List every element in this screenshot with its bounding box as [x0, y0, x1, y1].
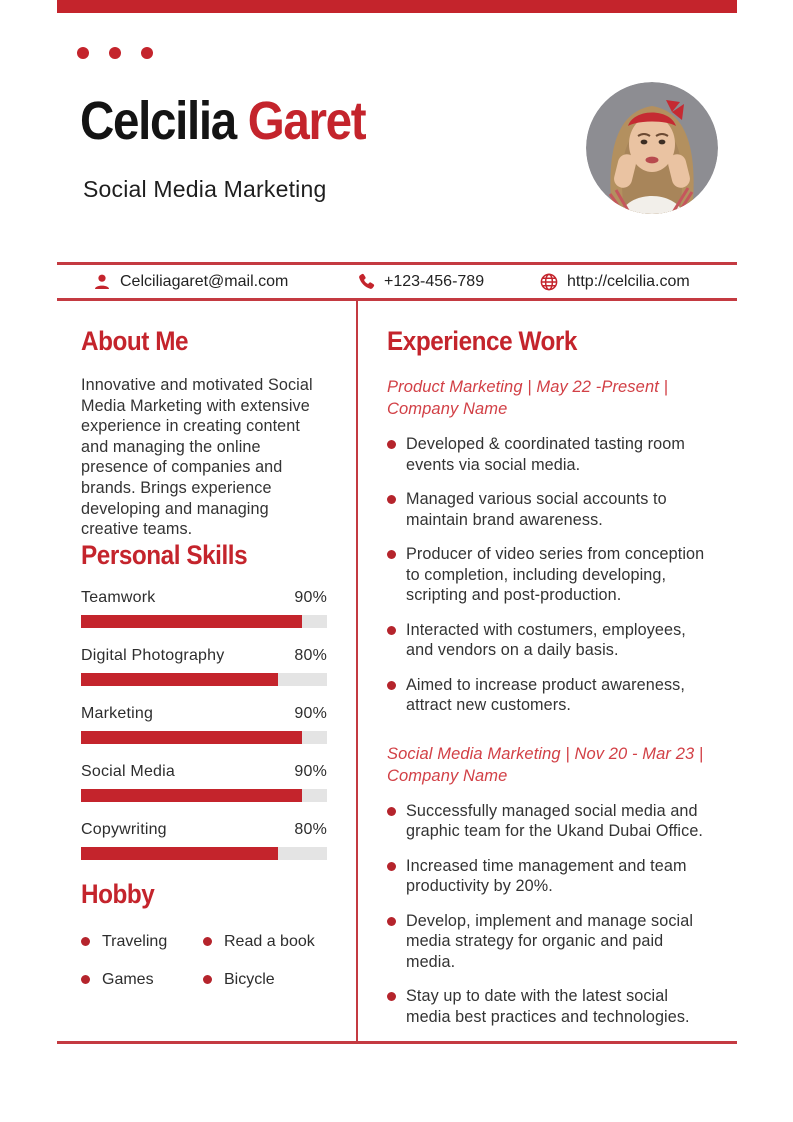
bullet-dot: [387, 917, 396, 926]
bullet-dot: [81, 937, 90, 946]
job-bullet-text: Producer of video series from conception to completion, including developing, scripting and post-production.: [406, 545, 705, 604]
skill-label: Marketing: [81, 704, 154, 722]
skill-row: [81, 589, 327, 628]
skills-list: [81, 589, 327, 860]
hobby-item: [203, 933, 327, 951]
skill-bar-fill: [81, 615, 302, 628]
skill-percent: 80%: [294, 820, 327, 838]
contact-phone[interactable]: [358, 265, 484, 298]
skill-label: Copywriting: [81, 820, 167, 838]
contact-email-text: Celciliagaret@mail.com: [120, 272, 289, 290]
hobby-item-label: Read a book: [224, 932, 315, 950]
skill-percent: 80%: [294, 646, 327, 664]
name-first: Celcilia: [80, 91, 236, 151]
skill-bar-track: [81, 789, 327, 802]
skill-bar-fill: [81, 731, 302, 744]
job-bullet: [387, 434, 713, 475]
job-bullet-text: Developed & coordinated tasting room events via social media.: [406, 435, 685, 474]
bullet-dot: [387, 992, 396, 1001]
hobby-item: [81, 933, 203, 951]
job-bullet-text: Develop, implement and manage social media strategy for organic and paid media.: [406, 911, 694, 971]
skill-label-row: [81, 589, 327, 607]
contact-website-text: http://celcilia.com: [567, 272, 690, 290]
skill-bar-fill: [81, 673, 278, 686]
skill-label: Social Media: [81, 762, 176, 780]
skill-bar-track: [81, 673, 327, 686]
job-meta: Product Marketing | May 22 -Present | Company Name: [387, 378, 668, 418]
skill-percent: 90%: [294, 588, 327, 606]
job-bullet: [387, 801, 713, 842]
decor-dot: [141, 47, 153, 59]
skill-label-row: [81, 763, 327, 781]
job-bullet: [387, 620, 713, 661]
skill-row: [81, 821, 327, 860]
skills-heading: Personal Skills: [81, 539, 248, 570]
job-meta: Social Media Marketing | Nov 20 - Mar 23 | Company Name: [387, 744, 704, 785]
portrait-illustration: [586, 82, 718, 214]
contact-website[interactable]: [540, 265, 690, 298]
right-column: [387, 326, 713, 1041]
person-icon: [93, 273, 111, 291]
bullet-dot: [387, 550, 396, 559]
job-bullet-text: Aimed to increase product awareness, attract new customers.: [406, 675, 685, 714]
decor-dot: [109, 47, 121, 59]
skill-label: Digital Photography: [81, 646, 225, 664]
contact-phone-text: +123-456-789: [384, 272, 485, 290]
job-bullet-list: [387, 434, 713, 716]
profile-photo: [586, 82, 718, 214]
experience-heading: Experience Work: [387, 326, 577, 356]
skill-bar-track: [81, 847, 327, 860]
phone-icon: [358, 273, 375, 290]
job-bullet: [387, 544, 713, 606]
job-bullet: [387, 986, 713, 1027]
skill-label-row: [81, 705, 327, 723]
name-heading: [80, 92, 365, 151]
job-bullet-text: Interacted with costumers, employees, and vendors on a daily basis.: [406, 620, 686, 659]
job-bullet-list: [387, 801, 713, 1028]
hobby-item-label: Bicycle: [224, 970, 275, 988]
bullet-dot: [81, 975, 90, 984]
skill-row: [81, 705, 327, 744]
bullet-dot: [387, 495, 396, 504]
bullet-dot: [387, 807, 396, 816]
bullet-dot: [387, 626, 396, 635]
skill-label-row: [81, 821, 327, 839]
job-bullet: [387, 675, 713, 716]
bullet-dot: [387, 681, 396, 690]
job-bullet: [387, 911, 713, 973]
skill-row: [81, 647, 327, 686]
skill-bar-track: [81, 731, 327, 744]
decor-dots: [77, 47, 153, 59]
globe-icon: [540, 273, 558, 291]
skill-percent: 90%: [294, 704, 327, 722]
job-bullet: [387, 489, 713, 530]
hobby-item-label: Games: [102, 970, 154, 988]
column-divider: [356, 301, 358, 1042]
bullet-dot: [203, 975, 212, 984]
hobby-heading: Hobby: [81, 878, 155, 909]
skill-row: [81, 763, 327, 802]
top-accent-bar: [57, 0, 737, 13]
name-last: Garet: [247, 91, 366, 151]
bottom-accent-line: [57, 1041, 737, 1044]
hobby-list: [81, 933, 327, 989]
header-job-title: Social Media Marketing: [83, 176, 327, 202]
hobby-item: [81, 971, 203, 989]
skill-bar-fill: [81, 847, 278, 860]
job-bullet-text: Stay up to date with the latest social media best practices and technologies.: [406, 987, 690, 1026]
skill-percent: 90%: [294, 762, 327, 780]
about-text: Innovative and motivated Social Media Marketing with extensive experience in creating content and managing the online presence of companies and brands. Brings experience developing and managing creative teams.: [81, 376, 313, 539]
about-heading: About Me: [81, 326, 189, 356]
decor-dot: [77, 47, 89, 59]
job-bullet-text: Managed various social accounts to maintain brand awareness.: [406, 490, 667, 529]
skill-label: Teamwork: [81, 588, 156, 606]
experience-jobs: [387, 376, 713, 1027]
job-bullet-text: Successfully managed social media and graphic team for the Ukand Dubai Office.: [406, 801, 704, 840]
skill-label-row: [81, 647, 327, 665]
contact-bar: [57, 262, 737, 301]
skill-bar-track: [81, 615, 327, 628]
bullet-dot: [203, 937, 212, 946]
bullet-dot: [387, 862, 396, 871]
job-bullet: [387, 856, 713, 897]
skill-bar-fill: [81, 789, 302, 802]
left-column: [81, 326, 327, 989]
hobby-item: [203, 971, 327, 989]
job-bullet-text: Increased time management and team productivity by 20%.: [406, 856, 687, 895]
contact-email[interactable]: [93, 265, 288, 298]
hobby-item-label: Traveling: [102, 932, 168, 950]
bullet-dot: [387, 440, 396, 449]
